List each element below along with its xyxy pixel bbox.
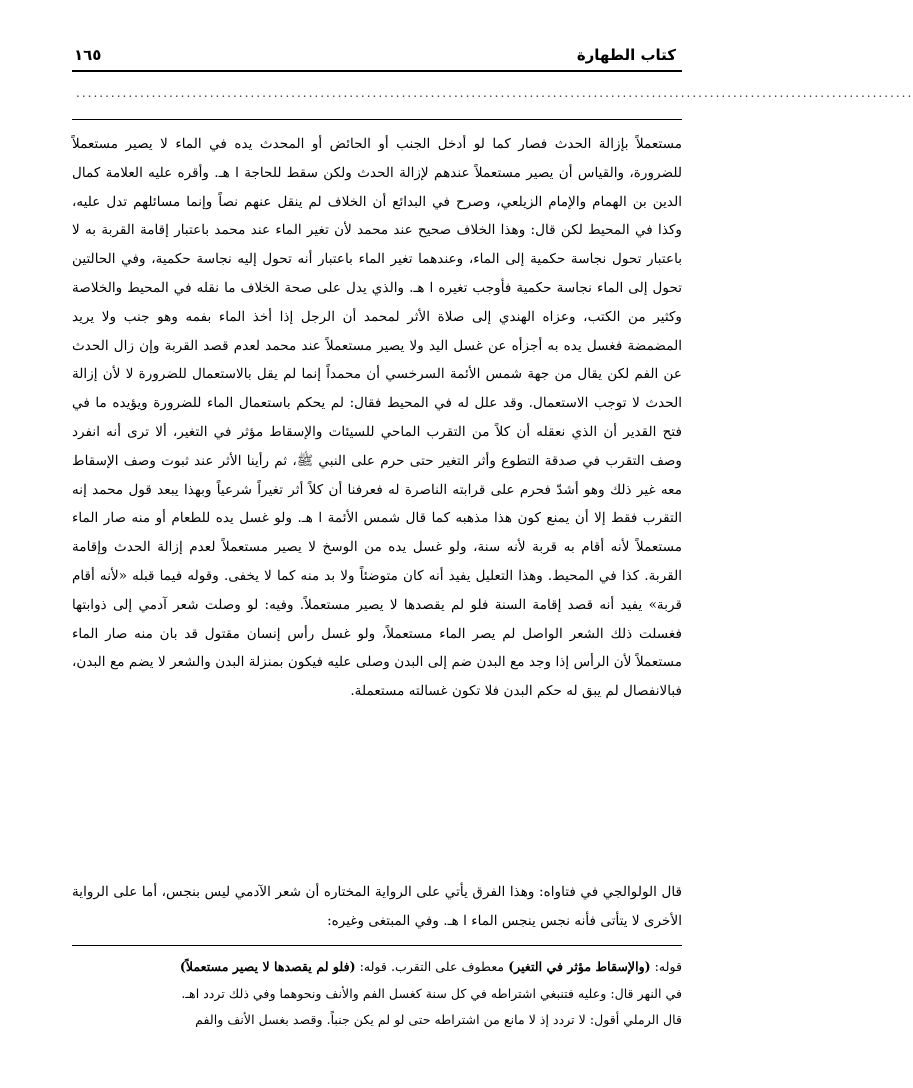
footnotes-divider — [72, 945, 682, 946]
main-text-block — [72, 130, 682, 706]
footnote-label: قوله: — [654, 959, 682, 974]
footnote-line-3: قال الرملي أقول: لا تردد إذ لا مانع من اشتراطه حتى لو لم يكن جنباً. وقصد بغسل الأنف والفم — [195, 1012, 682, 1027]
running-header-title: كتاب الطهارة — [576, 46, 676, 64]
main-text-divider — [72, 119, 682, 120]
footnote-line-2: في النهر قال: وعليه فتنبغي اشتراطه في كل سنة كغسل الفم والأنف ونحوهما وفي ذلك تردد اهـ. — [181, 985, 682, 1001]
footnotes-block — [72, 954, 682, 1034]
main-text-block-2 — [72, 878, 682, 935]
footnote-quote-2: (فلو لم يقصدها لا يصير مستعملاً) — [179, 959, 356, 974]
header-divider — [72, 70, 682, 72]
page-number: ١٦٥ — [74, 46, 102, 64]
dotted-separator: ................................................................................................................................................ — [76, 86, 913, 100]
main-paragraph-2: قال الولوالجي في فتاواه: وهذا الفرق يأتي على الرواية المختاره أن شعر الآدمي ليس بنجس، أما على الرواية الأخرى لا يتأتى فأنه نجس ينجس الماء ا هـ. وفي المبتغى وغيره: — [72, 884, 682, 929]
main-paragraph-1: مستعملاً بإزالة الحدث فصار كما لو أدخل الجنب أو الحائض أو المحدث يده في الماء لا يصير مستعملاً للضرورة، والقياس أن يصير مستعملاً عندهم لإزالة الحدث ولكن سقط للحاجة ا هـ. وأقره عليه العلامة كمال الدين بن الهمام والإمام الزيلعي، وصرح في البدائع أن الخلاف لم ينقل عنهم نصاً وإنما مسائلهم تدل عليه، وكذا في المحيط لكن قال: وهذا الخلاف صحيح عند محمد لأن تغير الماء عند محمد باعتبار إقامة القربة به لا باعتبار تحول نجاسة حكمية إلى الماء، وعندهما تغير الماء باعتبار أنه تحول إليه نجاسة حكمية، وفي الحالتين تحول إلى الماء نجاسة حكمية فأوجب تغيره ا هـ. والذي يدل على صحة الخلاف ما نقله في المحيط والخلاصة وكثير من الكتب، وعزاه الهندي إلى صلاة الأثر لمحمد أن الرجل إذا أخذ الماء بفمه وهو جنب ولا يريد المضمضة فغسل يده به أجزأه عن غسل اليد ولا يصير مستعملاً عند محمد لعدم قصد القربة وإن زال الحدث عن الفم لكن يقال من جهة شمس الأئمة السرخسي أن محمداً إنما لم يقل بالاستعمال للضرورة لا لأن إزالة الحدث لا توجب الاستعمال. وقد علل له في المحيط فقال: لم يحكم باستعمال الماء للضرورة ويؤيده ما في فتح القدير أن الذي نعقله أن كلاً من التقرب الماحي للسيئات والإسقاط مؤثر في التغير، ألا ترى أنه انفرد وصف التقرب في صدقة التطوع وأثر التغير حتى حرم على النبي ﷺ، ثم رأينا الأثر عند ثبوت وصف الإسقاط معه غير ذلك وهو أشدّ فحرم على قرابته الناصرة له فعرفنا أن كلاً أثر تغيراً شرعياً وبهذا يبعد قول محمد إنه التقرب فقط إلا أن يمنع كون هذا مذهبه كما قال شمس الأئمة ا هـ. ولو غسل يده للطعام أو منه صار الماء مستعملاً لأنه أقام به قربة لأنه سنة، ولو غسل يده من الوسخ لا يصير مستعملاً لعدم إزالة الحدث وإقامة القربة. كذا في المحيط. وهذا التعليل يفيد أنه كان متوضئاً ولا بد منه كما لا يخفى. وقوله فيما قبله «لأنه أقام قربة» يفيد أنه قصد إقامة السنة فلو لم يقصدها لا يصير مستعملاً. وفيه: لو وصلت شعر آدمي إلى ذوابتها فغسلت ذلك الشعر الواصل لم يصر الماء مستعملاً، ولو غسل رأس إنسان مقتول قد بان منه صار الماء مستعملاً لأن الرأس إذا وجد مع البدن ضم إلى البدن وصلى عليه فيكون بمنزلة البدن والشعر لا يضم مع البدن، فبالانفصال لم يبق له حكم البدن فلا تكون غسالته مستعملة. — [72, 136, 682, 700]
footnote-line-1 — [72, 954, 682, 981]
footnote-quote-1: (والإسقاط مؤثر في التغير) — [508, 959, 651, 974]
footnote-text-1: معطوف على التقرب. قوله: — [359, 959, 505, 974]
